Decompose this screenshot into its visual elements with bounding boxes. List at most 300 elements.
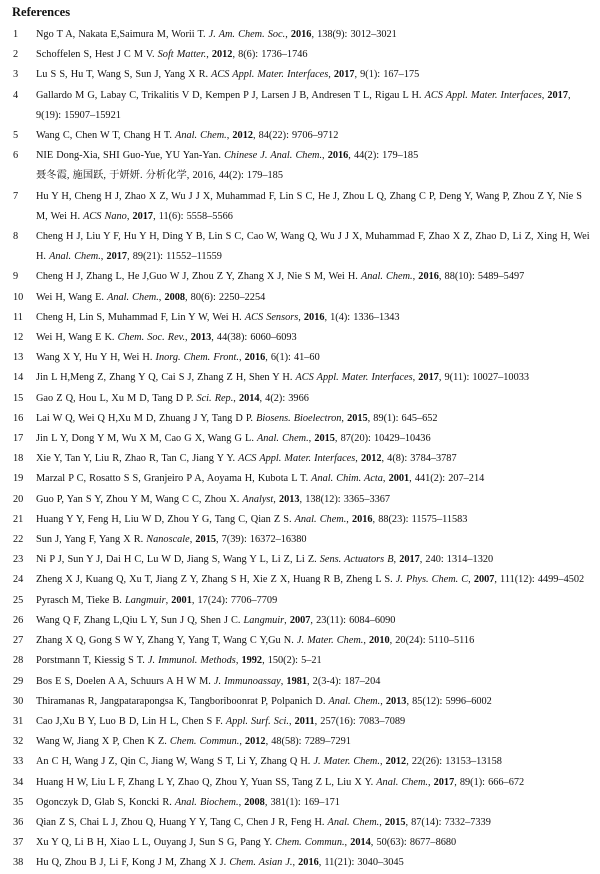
reference-text: [36, 510, 590, 530]
reference-number: 7: [13, 190, 19, 202]
reference-year-sep: ,: [158, 291, 165, 303]
reference-volume-pages: , 9(19): 15907–15921: [36, 89, 571, 121]
reference-volume-pages: , 150(2): 5–21: [262, 655, 322, 667]
reference-text: [36, 288, 590, 308]
reference-item: [12, 530, 590, 550]
reference-year: 2014: [350, 837, 371, 849]
reference-journal: ACS Appl. Mater. Interfaces: [424, 89, 542, 101]
reference-authors: Ni P J, Sun Y J, Dai H C, Lu W D, Jiang S, Wang Y L, Li Z, Li Z.: [36, 554, 320, 566]
reference-volume-pages: , 48(58): 7289–7291: [265, 736, 351, 748]
reference-journal: Chem. Commun.: [169, 736, 240, 748]
reference-volume-pages: , 17(24): 7706–7709: [191, 594, 278, 606]
reference-item: [12, 510, 590, 530]
reference-year: 2008: [244, 796, 265, 808]
reference-year: 2016: [290, 29, 312, 40]
reference-number: 23: [13, 554, 24, 566]
reference-authors: Marzal P C, Rosatto S S, Granjeiro P A, Aoyama H, Kubota L T.: [36, 473, 312, 485]
reference-year-sep: ,: [541, 89, 548, 101]
reference-item: [12, 429, 590, 449]
reference-text: [36, 732, 590, 752]
reference-year: 2017: [433, 776, 455, 788]
reference-text: [36, 672, 590, 692]
reference-volume-pages: , 89(21): 11552–11559: [127, 251, 222, 263]
reference-journal: J. Immunoassay: [213, 675, 281, 687]
reference-authors: An C H, Wang J Z, Qin C, Jiang W, Wang S T, Li Y, Zhang Q H.: [36, 756, 314, 768]
reference-year-sep: ,: [363, 635, 370, 647]
reference-number: 21: [13, 513, 24, 525]
reference-number: 33: [13, 756, 24, 768]
reference-journal: Anal. Chem.: [328, 695, 381, 707]
reference-text: [36, 328, 590, 348]
reference-text: [36, 146, 590, 186]
reference-volume-pages: , 111(12): 4499–4502: [494, 574, 585, 586]
reference-year-sep: ,: [412, 271, 419, 283]
reference-text: [36, 692, 590, 712]
reference-year: 2015: [347, 412, 368, 424]
reference-authors: Wang Q F, Zhang L,Qiu L Y, Sun J Q, Shen J C.: [36, 614, 244, 626]
reference-item: [12, 550, 590, 570]
reference-year: 2015: [314, 433, 335, 445]
reference-journal: Analyst: [242, 493, 274, 505]
reference-authors: Sun J, Yang F, Yang X R.: [36, 534, 147, 546]
reference-text: [36, 813, 590, 833]
reference-authors: Wang C, Chen W T, Chang H T.: [36, 130, 176, 142]
reference-authors: Zhang X Q, Gong S W Y, Zhang Y, Yang T, Wang C Y,Gu N.: [36, 635, 297, 647]
reference-number: 31: [13, 715, 24, 727]
reference-year-sep: ,: [393, 554, 400, 566]
reference-item: [12, 267, 590, 287]
reference-item: [12, 389, 590, 409]
reference-item: [12, 288, 590, 308]
reference-number: 4: [13, 89, 19, 101]
reference-text: [36, 793, 590, 813]
reference-journal: Appl. Surf. Sci.: [225, 715, 289, 727]
reference-text: [36, 833, 590, 853]
reference-volume-pages: , 87(14): 7332–7339: [405, 816, 491, 828]
reference-item: [12, 146, 590, 186]
reference-journal: J. Mater. Chem.: [313, 756, 380, 768]
reference-volume-pages: , 138(12): 3365–3367: [299, 493, 391, 505]
reference-text: [36, 712, 590, 732]
reference-number: 15: [13, 392, 24, 404]
reference-year-sep: ,: [226, 130, 233, 142]
reference-number: 26: [13, 614, 24, 626]
reference-number: 29: [13, 675, 24, 687]
reference-authors: Cheng H J, Zhang L, He J,Guo W J, Zhou Z Y, Zhang X J, Nie S M, Wei H.: [36, 271, 361, 283]
reference-text: [36, 86, 590, 126]
reference-volume-pages: , 50(63): 8677–8680: [370, 837, 457, 849]
reference-authors: Xie Y, Tan Y, Liu R, Zhao R, Tan C, Jiang Y Y.: [36, 453, 239, 465]
reference-number: 3: [13, 69, 19, 81]
reference-year-sep: ,: [344, 837, 351, 849]
reference-year: 2016: [244, 352, 266, 364]
reference-number: 5: [13, 130, 19, 142]
reference-volume-pages: , 9(1): 167–175: [354, 69, 420, 81]
reference-item: [12, 631, 590, 651]
reference-journal: Langmuir: [124, 594, 166, 606]
reference-authors: Huang Y Y, Feng H, Liu W D, Zhou Y G, Tang C, Qian Z S.: [36, 513, 295, 525]
reference-journal: Anal. Chim. Acta: [311, 473, 383, 485]
reference-year-sep: ,: [382, 473, 389, 485]
reference-year-sep: ,: [233, 392, 239, 404]
reference-journal: J. Am. Chem. Soc.: [208, 29, 286, 40]
reference-volume-pages: , 20(24): 5110–5116: [389, 635, 475, 647]
reference-year: 2017: [399, 554, 420, 566]
reference-number: 20: [13, 493, 24, 505]
reference-text: [36, 490, 590, 510]
reference-volume-pages: , 9(11): 10027–10033: [438, 372, 530, 384]
reference-item: [12, 833, 590, 853]
reference-authors: Guo P, Yan S Y, Zhou Y M, Wang C C, Zhou X.: [36, 493, 243, 505]
reference-text: [36, 348, 590, 368]
reference-volume-pages: , 88(10): 5489–5497: [438, 271, 525, 283]
reference-volume-pages: , 257(16): 7083–7089: [314, 715, 406, 727]
reference-text: [36, 631, 590, 651]
reference-year: 2013: [385, 695, 407, 707]
reference-journal: Chem. Asian J.: [229, 857, 293, 869]
reference-journal: Anal. Chem.: [327, 816, 380, 828]
reference-item: [12, 328, 590, 348]
reference-volume-pages: , 7(39): 16372–16380: [216, 534, 307, 546]
reference-item: [12, 490, 590, 510]
reference-year-sep: ,: [185, 332, 191, 344]
reference-text: [36, 611, 590, 631]
reference-authors: Schoffelen S, Hest J C M V.: [36, 49, 158, 61]
reference-year: 2008: [164, 291, 186, 303]
reference-journal: Anal. Chem.: [49, 251, 101, 263]
reference-item: [12, 449, 590, 469]
reference-item: [12, 308, 590, 328]
reference-year: 2012: [211, 49, 233, 61]
reference-text: [36, 570, 590, 590]
reference-year: 2013: [190, 332, 212, 344]
reference-journal: ACS Appl. Mater. Interfaces: [295, 372, 413, 384]
reference-authors: Jin L H,Meng Z, Zhang Y Q, Cai S J, Zhang Z H, Shen Y H.: [36, 372, 296, 384]
reference-journal: Anal. Chem.: [256, 433, 309, 445]
reference-volume-pages: , 84(22): 9706–9712: [252, 130, 339, 142]
reference-item: [12, 611, 590, 631]
reference-journal: Chem. Soc. Rev.: [117, 332, 186, 344]
reference-journal: Anal. Chem.: [107, 291, 159, 303]
reference-year: 2017: [418, 372, 439, 384]
reference-volume-pages: , 8(6): 1736–1746: [232, 49, 308, 61]
reference-year-sep: ,: [239, 736, 245, 748]
reference-number: 13: [13, 352, 24, 364]
reference-authors: Bos E S, Doelen A A, Schuurs A H W M.: [36, 675, 214, 687]
reference-authors: Cheng H J, Liu Y F, Hu Y H, Ding Y B, Lin S C, Cao W, Wang Q, Wu J J X, Muhammad F, Zhao X Z, Zhao D, Li Z, Xing H, Wei H.: [36, 231, 590, 263]
reference-year: 2012: [232, 130, 253, 142]
reference-text: [36, 389, 590, 409]
reference-number: 14: [13, 372, 24, 384]
reference-authors: Gao Z Q, Hou L, Xu M D, Tang D P.: [36, 392, 197, 404]
reference-authors: Thiramanas R, Jangpatarapongsa K, Tangboriboonrat P, Polpanich D.: [36, 695, 329, 707]
reference-volume-pages: , 11(21): 3040–3045: [318, 857, 404, 869]
reference-journal: Inorg. Chem. Front.: [155, 352, 239, 364]
reference-authors: Huang H W, Liu L F, Zhang L Y, Zhao Q, Zhou Y, Yuan SS, Tang Z L, Liu X Y.: [36, 776, 377, 788]
reference-item: [12, 752, 590, 772]
reference-number: 11: [13, 311, 23, 323]
reference-text: [36, 469, 590, 489]
reference-year-sep: ,: [468, 574, 474, 586]
reference-journal: Soft Matter.: [157, 49, 207, 61]
reference-year: 2016: [418, 271, 439, 283]
reference-text: [36, 187, 590, 227]
reference-text: [36, 368, 590, 388]
reference-item: [12, 409, 590, 429]
reference-number: 30: [13, 695, 24, 707]
reference-year: 1992: [241, 655, 263, 667]
reference-item: [12, 187, 590, 227]
reference-year: 2015: [384, 816, 406, 828]
reference-year-sep: ,: [427, 776, 434, 788]
reference-year: 1981: [286, 675, 308, 687]
references-heading: References: [12, 5, 71, 19]
reference-number: 34: [13, 776, 24, 788]
reference-year: 2001: [388, 473, 410, 485]
reference-authors: Ogonczyk D, Glab S, Koncki R.: [36, 796, 175, 808]
reference-authors: Cheng H, Lin S, Muhammad F, Lin Y W, Wei H.: [36, 311, 245, 323]
reference-journal: ACS Appl. Mater. Interfaces: [238, 453, 356, 465]
reference-text: [36, 773, 590, 793]
reference-text: [36, 853, 590, 873]
reference-number: 16: [13, 412, 24, 424]
reference-year: 2017: [547, 89, 568, 101]
reference-number: 37: [13, 837, 24, 849]
reference-journal: J. Phys. Chem. C: [395, 574, 469, 586]
reference-number: 9: [13, 271, 19, 283]
reference-year: 2007: [289, 614, 311, 626]
reference-year-sep: ,: [308, 433, 315, 445]
reference-journal: J. Immunol. Methods: [147, 655, 236, 667]
reference-authors: Hu Q, Zhou B J, Li F, Kong J M, Zhang X J.: [36, 857, 230, 869]
reference-number: 36: [13, 816, 24, 828]
reference-year-sep: ,: [288, 715, 295, 727]
reference-number: 35: [13, 796, 24, 808]
reference-text: [36, 126, 590, 146]
reference-year: 2013: [278, 493, 300, 505]
reference-year-sep: ,: [284, 614, 290, 626]
reference-year-sep: ,: [328, 69, 334, 81]
reference-year: 2001: [171, 594, 192, 606]
reference-number: 8: [13, 231, 19, 243]
reference-item: [12, 732, 590, 752]
reference-number: 28: [13, 655, 24, 667]
reference-item: [12, 793, 590, 813]
reference-year-sep: ,: [346, 513, 352, 525]
reference-year: 2010: [369, 635, 390, 647]
reference-year-sep: ,: [341, 412, 348, 424]
reference-text: [36, 449, 590, 469]
reference-item: [12, 651, 590, 671]
reference-year: 2016: [351, 513, 373, 525]
reference-item: [12, 126, 590, 146]
reference-year-sep: ,: [412, 372, 419, 384]
reference-item: [12, 591, 590, 611]
reference-text: [36, 429, 590, 449]
reference-item: [12, 672, 590, 692]
reference-authors: Porstmann T, Kiessig S T.: [36, 655, 148, 667]
reference-volume-pages: , 1(4): 1336–1343: [324, 311, 400, 323]
reference-journal: Sci. Rep.: [196, 392, 234, 404]
reference-authors: NIE Dong-Xia, SHI Guo-Yue, YU Yan-Yan.: [36, 150, 225, 162]
reference-item: [12, 227, 590, 267]
reference-journal: Anal. Chem.: [360, 271, 413, 283]
reference-year-sep: ,: [379, 756, 386, 768]
reference-journal: Anal. Chem.: [376, 776, 428, 788]
reference-number: 1: [13, 29, 19, 40]
reference-text: [36, 752, 590, 772]
reference-number: 6: [13, 150, 19, 162]
reference-journal: ACS Sensors: [244, 311, 299, 323]
reference-authors: Hu Y H, Cheng H J, Zhao X Z, Wu J J X, Muhammad F, Lin S C, He J, Zhou L Q, Zhang C P, Deng Y, Wang P, Zhou Z Y, Nie S M, Wei H.: [36, 190, 582, 222]
reference-item: [12, 25, 590, 45]
reference-year-sep: ,: [285, 29, 291, 40]
reference-year-sep: ,: [322, 150, 328, 162]
reference-number: 10: [13, 291, 24, 303]
reference-year: 2011: [294, 715, 315, 727]
reference-text: [36, 550, 590, 570]
reference-authors: Ngo T A, Nakata E,Saimura M, Worii T.: [36, 29, 209, 40]
reference-authors: Xu Y Q, Li B H, Xiao L L, Ouyang J, Sun S G, Pang Y.: [36, 837, 276, 849]
reference-journal: Anal. Chem.: [175, 130, 227, 142]
reference-list: [12, 25, 590, 874]
reference-year-sep: ,: [189, 534, 196, 546]
reference-volume-pages: , 22(26): 13153–13158: [406, 756, 502, 768]
reference-year: 2015: [195, 534, 216, 546]
reference-number: 38: [13, 857, 24, 869]
reference-item: [12, 773, 590, 793]
reference-text: [36, 591, 590, 611]
reference-volume-pages: , 4(8): 3784–3787: [381, 453, 457, 465]
reference-year-sep: ,: [380, 695, 386, 707]
reference-authors: Jin L Y, Dong Y M, Wu X M, Cao G X, Wang G L.: [36, 433, 257, 445]
reference-chinese-citation: 聂冬霞, 施国跃, 于妍妍. 分析化学, 2016, 44(2): 179–185: [36, 170, 283, 182]
reference-year: 2016: [327, 150, 349, 162]
reference-authors: Zheng X J, Kuang Q, Xu T, Jiang Z Y, Zhang S H, Xie Z X, Huang R B, Zheng L S.: [36, 574, 396, 586]
reference-authors: Lai W Q, Wei Q H,Xu M D, Zhuang J Y, Tang D P.: [36, 412, 257, 424]
reference-authors: Wang W, Jiang X P, Chen K Z.: [36, 736, 170, 748]
reference-year-sep: ,: [273, 493, 279, 505]
reference-volume-pages: , 138(9): 3012–3021: [311, 29, 397, 40]
reference-journal: J. Mater. Chem.: [296, 635, 364, 647]
reference-authors: Lu S S, Hu T, Wang S, Sun J, Yang X R.: [36, 69, 212, 81]
reference-number: 17: [13, 433, 24, 445]
reference-year: 2014: [238, 392, 260, 404]
reference-journal: Anal. Chem.: [294, 513, 347, 525]
reference-journal: Nanoscale: [146, 534, 190, 546]
reference-journal: Biosens. Bioelectron: [256, 412, 342, 424]
reference-text: [36, 267, 590, 287]
reference-volume-pages: , 4(2): 3966: [259, 392, 309, 404]
reference-year-sep: ,: [206, 49, 212, 61]
reference-year: 2017: [132, 210, 154, 222]
reference-journal: ACS Nano: [83, 210, 127, 222]
reference-authors: Pyrasch M, Tieke B.: [36, 594, 125, 606]
reference-year: 2017: [106, 251, 128, 263]
reference-item: [12, 45, 590, 65]
reference-journal: Chinese J. Anal. Chem.: [224, 150, 323, 162]
reference-item: [12, 692, 590, 712]
reference-year-sep: ,: [280, 675, 287, 687]
reference-year-sep: ,: [165, 594, 172, 606]
reference-volume-pages: , 11(6): 5558–5566: [153, 210, 233, 222]
reference-year-sep: ,: [235, 655, 242, 667]
reference-volume-pages: , 6(1): 41–60: [265, 352, 320, 364]
reference-volume-pages: , 2(3-4): 187–204: [307, 675, 381, 687]
reference-text: [36, 409, 590, 429]
reference-year-sep: ,: [292, 857, 299, 869]
reference-year-sep: ,: [298, 311, 304, 323]
reference-number: 19: [13, 473, 24, 485]
reference-authors: Wei H, Wang E.: [36, 291, 108, 303]
reference-text: [36, 45, 590, 65]
reference-authors: Gallardo M G, Labay C, Trikalitis V D, Kempen P J, Larsen J B, Andresen T L, Rigau L H.: [36, 89, 425, 101]
reference-journal: ACS Appl. Mater. Interfaces: [211, 69, 329, 81]
reference-volume-pages: , 44(38): 6060–6093: [211, 332, 297, 344]
reference-year-sep: ,: [238, 352, 245, 364]
reference-year: 2007: [473, 574, 495, 586]
reference-volume-pages: , 85(12): 5996–6002: [406, 695, 492, 707]
reference-item: [12, 469, 590, 489]
reference-text: [36, 227, 590, 267]
reference-year: 2012: [360, 453, 382, 465]
reference-number: 27: [13, 635, 24, 647]
reference-authors: Wang X Y, Hu Y H, Wei H.: [36, 352, 156, 364]
reference-item: [12, 86, 590, 126]
reference-text: [36, 25, 590, 45]
reference-item: [12, 348, 590, 368]
reference-number: 24: [13, 574, 24, 586]
reference-volume-pages: , 80(6): 2250–2254: [185, 291, 266, 303]
reference-volume-pages: , 381(1): 169–171: [264, 796, 340, 808]
reference-text: [36, 65, 590, 85]
reference-journal: Langmuir: [243, 614, 285, 626]
reference-item: [12, 570, 590, 590]
reference-volume-pages: , 87(20): 10429–10436: [334, 433, 431, 445]
reference-text: [36, 308, 590, 328]
reference-year: 2012: [244, 736, 266, 748]
reference-year-sep: ,: [355, 453, 361, 465]
reference-item: [12, 853, 590, 873]
reference-text: [36, 651, 590, 671]
reference-item: [12, 712, 590, 732]
reference-year: 2016: [303, 311, 325, 323]
reference-year-sep: ,: [238, 796, 245, 808]
reference-authors: Qian Z S, Chai L J, Zhou Q, Huang Y Y, Tang C, Chen J R, Feng H.: [36, 816, 328, 828]
reference-journal: Anal. Biochem.: [174, 796, 239, 808]
reference-authors: Cao J,Xu B Y, Luo B D, Lin H L, Chen S F.: [36, 715, 226, 727]
reference-volume-pages: , 89(1): 645–652: [367, 412, 438, 424]
reference-number: 12: [13, 332, 24, 344]
reference-number: 25: [13, 594, 24, 606]
reference-authors: Wei H, Wang E K.: [36, 332, 118, 344]
reference-item: [12, 65, 590, 85]
reference-volume-pages: , 240: 1314–1320: [419, 554, 494, 566]
reference-number: 22: [13, 534, 24, 546]
reference-item: [12, 368, 590, 388]
reference-number: 32: [13, 736, 24, 748]
reference-volume-pages: , 441(2): 207–214: [409, 473, 485, 485]
reference-year-sep: ,: [379, 816, 385, 828]
reference-volume-pages: , 23(11): 6084–6090: [310, 614, 396, 626]
reference-number: 18: [13, 453, 24, 465]
reference-year-sep: ,: [100, 251, 107, 263]
reference-year-sep: ,: [126, 210, 133, 222]
reference-journal: Sens. Actuators B: [319, 554, 394, 566]
reference-volume-pages: , 89(1): 666–672: [454, 776, 525, 788]
reference-item: [12, 813, 590, 833]
reference-number: 2: [13, 49, 19, 61]
